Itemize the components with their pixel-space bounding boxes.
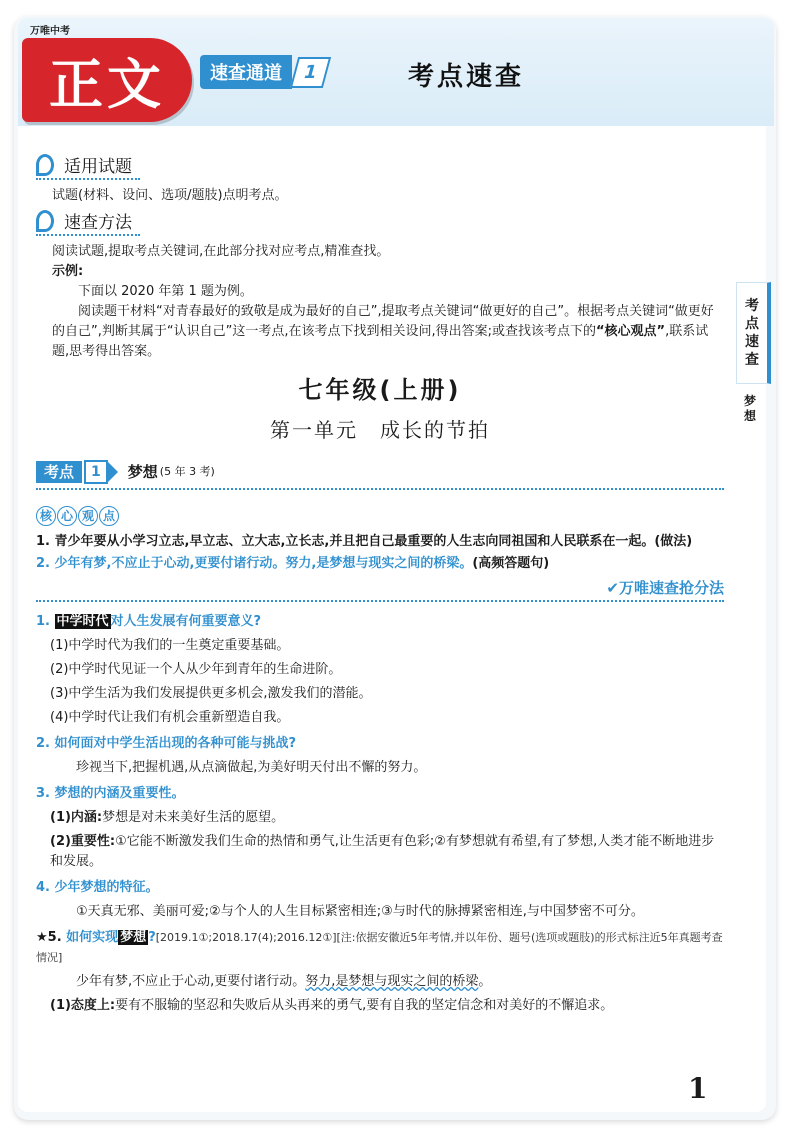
q-text: 对人生发展有何重要意义?	[110, 614, 262, 629]
answer-text: 。	[478, 974, 492, 989]
core-item-num: 2.	[36, 556, 50, 571]
question-2	[36, 734, 724, 754]
example-intro: 下面以 2020 年第 1 题为例。	[78, 284, 253, 299]
q-highlight: 梦想	[120, 930, 147, 945]
answer: (2)中学时代见证一个人从少年到青年的生命进阶。	[50, 662, 342, 677]
main-content	[36, 156, 724, 1020]
grade-title: 七年级(上册)	[298, 376, 462, 404]
example-body	[36, 302, 724, 362]
tab-number: 1	[290, 57, 331, 88]
side-tab-label: 考点速查	[745, 298, 759, 368]
applicable-text: 试题(材料、设问、选项/题肢)点明考点。	[52, 188, 288, 203]
q-text: 少年梦想的特征。	[54, 880, 159, 895]
section-badge: 正文	[22, 38, 192, 122]
question-3	[36, 784, 724, 804]
q-num: 3.	[36, 786, 50, 801]
q-text: 如何实现	[66, 930, 119, 945]
strategy-banner: ✔万唯速查抢分法	[36, 578, 724, 602]
tab-label: 速查通道	[200, 55, 292, 89]
core-tag	[36, 506, 120, 526]
q-num: 2.	[36, 736, 50, 751]
answer-emphasis: 努力,是梦想与现实之间的桥梁	[305, 974, 479, 989]
q-num: 1.	[36, 614, 50, 629]
example-bold: “核心观点”	[595, 324, 666, 339]
kaodian-number: 1	[84, 460, 108, 484]
core-item-num: 1.	[36, 534, 50, 549]
core-tag-char: 点	[99, 506, 119, 526]
kaodian-title: 梦想	[127, 463, 158, 481]
answer: (4)中学时代让我们有机会重新塑造自我。	[50, 710, 290, 725]
answer-text: ①它能不断激发我们生命的热情和勇气,让生活更有色彩;②有梦想就有希望,有了梦想,人类才能不断地进步和发展。	[50, 834, 715, 869]
answer: ①天真无邪、美丽可爱;②与个人的人生目标紧密相连;③与时代的脉搏紧密相连,与中国梦密不可分。	[76, 904, 644, 919]
page-title: 考点速查	[408, 62, 525, 92]
answer	[36, 972, 724, 992]
method-heading-text: 速查方法	[64, 213, 132, 233]
question-5	[36, 928, 724, 968]
q-text: ?	[148, 930, 156, 945]
q-num: 4.	[36, 880, 50, 895]
core-item	[36, 554, 724, 574]
core-tag-char: 心	[57, 506, 77, 526]
unit-title: 第一单元 成长的节拍	[270, 418, 490, 442]
answer-label: (2)重要性:	[50, 834, 116, 849]
question-1	[36, 612, 724, 632]
answer	[36, 832, 724, 872]
answer: (3)中学生活为我们发展提供更多机会,激发我们的潜能。	[50, 686, 372, 701]
q-note: [2019.1①;2018.17(4);2016.12①][注:依据安徽近5年考情,并以年份、题号(选项或题肢)的形式标注近5年真题考查情况]	[36, 931, 723, 964]
method-line: 阅读试题,提取考点关键词,在此部分找对应考点,精准查找。	[52, 244, 390, 259]
pin-icon	[36, 154, 54, 176]
kaodian-count: (5 年 3 考)	[159, 465, 215, 478]
kaodian-label: 考点	[36, 461, 82, 483]
applicable-heading	[36, 156, 140, 180]
side-tab-sub: 梦想	[744, 394, 757, 423]
applicable-heading-text: 适用试题	[64, 157, 132, 177]
example-body-2: ,联系试题,思考得出答案。	[52, 324, 709, 359]
tab-strip	[200, 56, 327, 88]
answer-text: 要有不服输的坚忍和失败后从头再来的勇气,要有自我的坚定信念和对美好的不懈追求。	[115, 998, 614, 1013]
example-label: 示例:	[52, 264, 84, 279]
arrow-icon	[108, 462, 118, 482]
answer	[36, 996, 724, 1016]
brand-logo: 万唯中考	[30, 26, 70, 37]
core-item-text: 少年有梦,不应止于心动,更要付诸行动。努力,是梦想与现实之间的桥梁。	[54, 556, 473, 571]
page-number: 1	[688, 1072, 708, 1105]
answer-text: 少年有梦,不应止于心动,更要付诸行动。	[76, 974, 306, 989]
core-item-tail: (高频答题句)	[472, 556, 550, 571]
core-tag-char: 核	[36, 506, 56, 526]
core-tag-char: 观	[78, 506, 98, 526]
answer-label: (1)态度上:	[50, 998, 116, 1013]
answer	[36, 808, 724, 828]
question-4	[36, 878, 724, 898]
q-num: ★5.	[36, 930, 62, 945]
answer-text: 梦想是对未来美好生活的愿望。	[102, 810, 285, 825]
core-item	[36, 532, 724, 552]
kaodian-bar	[36, 460, 724, 490]
answer: 珍视当下,把握机遇,从点滴做起,为美好明天付出不懈的努力。	[76, 760, 427, 775]
pin-icon	[36, 210, 54, 232]
example-body-1: 阅读题干材料“对青春最好的致敬是成为最好的自己”,提取考点关键词“做更好的自己”。根据考点关键词“做更好的自己”,判断其属于“认识自己”这一考点,在该考点下找到相关设问,得出答案;或查找该考点下的	[52, 304, 714, 339]
core-item-text: 青少年要从小学习立志,早立志、立大志,立长志,并且把自己最重要的人生志向同祖国和人民联系在一起。(做法)	[54, 534, 693, 549]
q-highlight: 中学时代	[56, 614, 109, 629]
method-heading	[36, 212, 140, 236]
answer-label: (1)内涵:	[50, 810, 103, 825]
q-text: 如何面对中学生活出现的各种可能与挑战?	[54, 736, 297, 751]
side-tab[interactable]	[736, 282, 771, 384]
answer: (1)中学时代为我们的一生奠定重要基础。	[50, 638, 290, 653]
q-text: 梦想的内涵及重要性。	[54, 786, 185, 801]
